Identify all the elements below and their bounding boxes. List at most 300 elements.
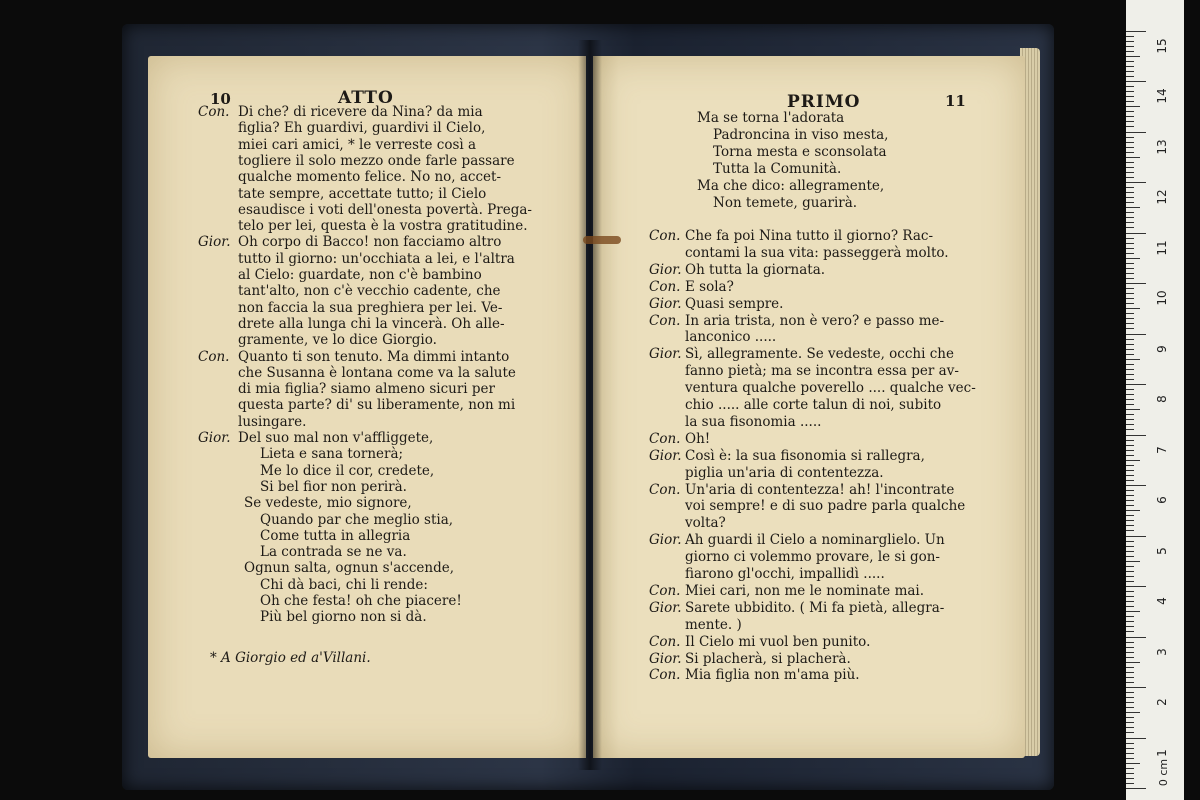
ruler-tick <box>1126 76 1134 77</box>
line-text: qualche momento felice. No no, accet- <box>238 169 502 186</box>
ruler-tick <box>1126 429 1134 430</box>
ruler-number: 12 <box>1155 189 1169 205</box>
ruler-tick <box>1126 485 1146 486</box>
ruler-number: 10 <box>1155 290 1169 306</box>
ruler-tick <box>1126 788 1146 789</box>
line-text: gramente, ve lo dice Giorgio. <box>238 332 437 349</box>
text-line <box>198 186 486 202</box>
text-line <box>198 316 505 332</box>
line-text: Più bel giorno non si dà. <box>260 609 427 626</box>
text-line <box>649 617 742 633</box>
ruler-tick <box>1126 399 1134 400</box>
text-line <box>649 313 944 329</box>
ruler-tick <box>1126 238 1134 239</box>
ruler-tick <box>1126 717 1134 718</box>
speaker-label: Con. <box>649 582 681 599</box>
ruler-tick <box>1126 647 1134 648</box>
line-text: che Susanna è lontana come va la salute <box>238 364 516 381</box>
line-text: Mia figlia non m'ama più. <box>685 667 860 684</box>
ruler-tick <box>1126 465 1134 466</box>
text-line <box>198 479 407 495</box>
ruler-tick <box>1126 389 1134 390</box>
ruler-number: 9 <box>1155 344 1169 353</box>
ruler-tick <box>1126 409 1140 410</box>
measuring-ruler <box>1126 0 1184 800</box>
ruler-tick <box>1126 576 1134 577</box>
ruler-tick <box>1126 233 1146 234</box>
ruler-tick <box>1126 243 1134 244</box>
ruler-tick <box>1126 222 1134 223</box>
line-text: Oh che festa! oh che piacere! <box>260 593 462 609</box>
line-text: figlia? Eh guardivi, guardivi il Cielo, <box>238 120 486 137</box>
text-line <box>198 609 427 625</box>
ruler-tick <box>1126 480 1134 481</box>
text-line <box>649 363 959 379</box>
ruler-tick <box>1126 278 1134 279</box>
ruler-unit-label: 0 cm <box>1157 758 1171 787</box>
ruler-tick <box>1126 450 1134 451</box>
line-text: Oh! <box>685 430 711 447</box>
text-line <box>198 169 501 185</box>
line-text: Si placherà, si placherà. <box>685 650 851 667</box>
ruler-tick <box>1126 202 1134 203</box>
ruler-tick <box>1126 606 1134 607</box>
text-line <box>649 532 945 548</box>
text-line <box>649 414 821 430</box>
line-text: Come tutta in allegria <box>260 527 411 544</box>
ruler-tick <box>1126 172 1134 173</box>
ruler-number: 11 <box>1155 239 1169 256</box>
text-line <box>198 593 462 609</box>
text-line <box>198 153 515 169</box>
text-line <box>198 544 407 560</box>
speaker-label: Con. <box>649 228 681 244</box>
ruler-tick <box>1126 263 1134 264</box>
ruler-tick <box>1126 116 1134 117</box>
text-line <box>198 120 485 136</box>
ruler-tick <box>1126 349 1134 350</box>
ruler-tick <box>1126 596 1134 597</box>
ruler-tick <box>1126 323 1134 324</box>
verse-line: Ma se torna l'adorata <box>697 110 845 126</box>
ruler-tick <box>1126 505 1134 506</box>
line-text: drete alla lunga chi la vincerà. Oh alle- <box>238 315 505 332</box>
text-line <box>649 329 776 345</box>
text-line <box>649 515 726 531</box>
text-line <box>649 651 851 667</box>
line-text: questa parte? di' su liberamente, non mi <box>238 397 516 414</box>
ruler-tick <box>1126 732 1134 733</box>
text-line <box>649 279 734 295</box>
ruler-tick <box>1126 490 1134 491</box>
ruler-tick <box>1126 51 1134 52</box>
speaker-label: Con. <box>649 481 681 498</box>
line-text: Un'aria di contentezza! ah! l'incontrate <box>685 481 955 498</box>
text-line <box>649 296 783 312</box>
text-line <box>198 234 501 250</box>
line-text: Quasi sempre. <box>685 295 784 312</box>
text-line <box>198 495 412 511</box>
line-text: tate sempre, accettate tutto; il Cielo <box>238 185 487 202</box>
ruler-tick <box>1126 722 1134 723</box>
ruler-tick <box>1126 445 1134 446</box>
ruler-tick <box>1126 217 1134 218</box>
ruler-tick <box>1126 556 1134 557</box>
ruler-tick <box>1126 303 1134 304</box>
line-text: di mia figlia? siamo almeno sicuri per <box>238 381 496 398</box>
line-text: Sarete ubbidito. ( Mi fa pietà, allegra- <box>685 599 945 616</box>
line-text: fiarono gl'occhi, impallidì ..... <box>685 566 885 582</box>
ruler-tick <box>1126 520 1134 521</box>
verse-line: Padroncina in viso mesta, <box>713 127 889 143</box>
text-line <box>198 137 476 153</box>
ruler-tick <box>1126 626 1134 627</box>
speaker-label: Gior. <box>649 346 682 363</box>
ruler-tick <box>1126 783 1134 784</box>
line-text: In aria trista, non è vero? e passo me- <box>685 312 945 329</box>
ruler-tick <box>1126 601 1134 602</box>
ruler-tick <box>1126 101 1134 102</box>
line-text: esaudisce i voti dell'onesta povertà. Prega- <box>238 201 532 218</box>
ruler-tick <box>1126 71 1134 72</box>
ruler-tick <box>1126 288 1134 289</box>
text-line <box>649 262 825 278</box>
ruler-tick <box>1126 697 1134 698</box>
ruler-tick <box>1126 495 1134 496</box>
line-text: E sola? <box>685 278 734 295</box>
ruler-tick <box>1126 147 1134 148</box>
ruler-tick <box>1126 293 1134 294</box>
ruler-tick <box>1126 419 1134 420</box>
line-text: Lieta e sana tornerà; <box>260 446 404 463</box>
ruler-tick <box>1126 455 1134 456</box>
text-line <box>198 267 482 283</box>
line-text: Se vedeste, mio signore, <box>244 495 412 512</box>
line-text: togliere il solo mezzo onde farle passare <box>238 152 515 169</box>
line-text: Oh tutta la giornata. <box>685 261 826 278</box>
ruler-tick <box>1126 106 1140 107</box>
line-text: al Cielo: guardate, non c'è bambino <box>238 267 482 283</box>
ruler-number: 7 <box>1155 445 1169 454</box>
line-text: piglia un'aria di contentezza. <box>685 464 884 481</box>
speaker-label: Gior. <box>649 295 682 312</box>
text-line <box>649 465 884 481</box>
line-text: La contrada se ne va. <box>260 544 407 561</box>
ruler-tick <box>1126 738 1146 739</box>
ruler-number: 5 <box>1155 546 1169 555</box>
ruler-tick <box>1126 187 1134 188</box>
text-line <box>198 528 410 544</box>
speaker-label: Gior. <box>649 650 682 667</box>
ruler-tick <box>1126 177 1134 178</box>
footnote: * A Giorgio ed a'Villani. <box>210 650 371 666</box>
page-stain <box>583 236 621 244</box>
ruler-tick <box>1126 541 1134 542</box>
ruler-tick <box>1126 551 1134 552</box>
line-text: contami la sua vita: passeggerà molto. <box>685 244 949 261</box>
ruler-tick <box>1126 354 1134 355</box>
ruler-tick <box>1126 662 1140 663</box>
ruler-tick <box>1126 546 1134 547</box>
line-text: Del suo mal non v'affliggete, <box>238 430 434 446</box>
ruler-tick <box>1126 126 1134 127</box>
ruler-tick <box>1126 207 1140 208</box>
text-line <box>649 431 710 447</box>
verse-line: Ma che dico: allegramente, <box>697 178 885 194</box>
ruler-tick <box>1126 137 1134 138</box>
line-text: Chi dà baci, chi li rende: <box>260 576 428 593</box>
page-header-left: ATTO <box>338 88 394 108</box>
ruler-tick <box>1126 475 1134 476</box>
ruler-tick <box>1126 536 1146 537</box>
ruler-tick <box>1126 561 1140 562</box>
ruler-number: 4 <box>1155 597 1169 605</box>
line-text: Oh corpo di Bacco! non facciamo altro <box>238 234 502 251</box>
ruler-tick <box>1126 374 1134 375</box>
right-page <box>593 56 1025 758</box>
ruler-number: 15 <box>1155 37 1169 54</box>
line-text: lusingare. <box>238 413 307 430</box>
speaker-label: Gior. <box>198 430 231 446</box>
speaker-label: Con. <box>649 667 681 684</box>
text-line <box>198 414 306 430</box>
ruler-tick <box>1126 86 1134 87</box>
ruler-tick <box>1126 616 1134 617</box>
ruler-tick <box>1126 111 1134 112</box>
text-line <box>649 549 940 565</box>
text-line <box>649 583 924 599</box>
ruler-tick <box>1126 41 1134 42</box>
text-line <box>198 283 501 299</box>
ruler-tick <box>1126 212 1134 213</box>
text-line <box>649 346 954 362</box>
ruler-tick <box>1126 369 1134 370</box>
page-number-right: 11 <box>945 92 966 110</box>
verse-line: Non temete, guarirà. <box>713 195 858 211</box>
ruler-tick <box>1126 157 1140 158</box>
text-line <box>198 104 483 120</box>
ruler-tick <box>1126 162 1134 163</box>
ruler-number: 6 <box>1155 496 1169 504</box>
ruler-tick <box>1126 657 1134 658</box>
page-number-left: 10 <box>210 90 231 108</box>
ruler-tick <box>1126 727 1134 728</box>
ruler-tick <box>1126 132 1146 133</box>
ruler-tick <box>1126 712 1140 713</box>
text-line <box>649 228 933 244</box>
ruler-tick <box>1126 404 1134 405</box>
ruler-tick <box>1126 298 1134 299</box>
ruler-tick <box>1126 318 1134 319</box>
text-line <box>649 397 941 413</box>
line-text: Il Cielo mi vuol ben punito. <box>685 633 871 650</box>
ruler-tick <box>1126 121 1134 122</box>
ruler-tick <box>1126 682 1134 683</box>
text-line <box>198 512 453 528</box>
speaker-label: Gior. <box>198 234 231 251</box>
line-text: voi sempre! e di suo padre parla qualche <box>685 498 966 515</box>
ruler-number: 2 <box>1155 698 1169 706</box>
ruler-tick <box>1126 525 1134 526</box>
text-line <box>649 245 949 261</box>
ruler-tick <box>1126 677 1134 678</box>
ruler-tick <box>1126 197 1134 198</box>
ruler-tick <box>1126 56 1140 57</box>
speaker-label: Con. <box>198 348 230 365</box>
line-text: volta? <box>685 515 726 532</box>
text-line <box>198 202 532 218</box>
line-text: Me lo dice il cor, credete, <box>260 462 435 479</box>
ruler-tick <box>1126 424 1134 425</box>
ruler-tick <box>1126 692 1134 693</box>
ruler-tick <box>1126 566 1134 567</box>
ruler-number: 1 <box>1155 748 1169 757</box>
ruler-tick <box>1126 687 1146 688</box>
ruler-tick <box>1126 379 1134 380</box>
text-line <box>198 365 516 381</box>
ruler-tick <box>1126 667 1134 668</box>
ruler-tick <box>1126 258 1140 259</box>
verse-line: Torna mesta e sconsolata <box>713 144 887 160</box>
ruler-tick <box>1126 394 1134 395</box>
line-text: Quanto ti son tenuto. Ma dimmi intanto <box>238 348 510 365</box>
speaker-label: Con. <box>649 633 681 650</box>
ruler-number: 3 <box>1155 647 1169 656</box>
ruler-tick <box>1126 36 1134 37</box>
ruler-tick <box>1126 642 1134 643</box>
ruler-tick <box>1126 672 1134 673</box>
text-line <box>198 381 495 397</box>
book-spine <box>578 40 602 770</box>
left-page <box>148 56 586 758</box>
text-line <box>198 218 528 234</box>
text-line <box>198 463 434 479</box>
ruler-tick <box>1126 571 1134 572</box>
text-line <box>649 667 860 683</box>
ruler-tick <box>1126 753 1134 754</box>
text-line <box>198 349 509 365</box>
ruler-tick <box>1126 460 1140 461</box>
line-text: Così è: la sua fisonomia si rallegra, <box>685 447 925 464</box>
ruler-tick <box>1126 652 1134 653</box>
ruler-tick <box>1126 268 1134 269</box>
ruler-tick <box>1126 364 1134 365</box>
speaker-label: Gior. <box>649 532 682 549</box>
ruler-tick <box>1126 581 1134 582</box>
ruler-tick <box>1126 308 1140 309</box>
ruler-tick <box>1126 61 1134 62</box>
text-line <box>198 560 454 576</box>
ruler-tick <box>1126 707 1134 708</box>
ruler-tick <box>1126 611 1140 612</box>
ruler-tick <box>1126 384 1146 385</box>
page-header-right: PRIMO <box>787 92 861 112</box>
line-text: ventura qualche poverello .... qualche vec- <box>685 380 976 397</box>
ruler-number: 8 <box>1155 395 1169 403</box>
text-line <box>198 300 502 316</box>
ruler-tick <box>1126 758 1134 759</box>
ruler-tick <box>1126 435 1146 436</box>
line-text: Quando par che meglio stia, <box>260 511 454 528</box>
ruler-tick <box>1126 763 1140 764</box>
text-line <box>198 446 403 462</box>
ruler-tick <box>1126 748 1134 749</box>
ruler-tick <box>1126 152 1134 153</box>
line-text: Che fa poi Nina tutto il giorno? Rac- <box>685 228 934 244</box>
line-text: Sì, allegramente. Se vedeste, occhi che <box>685 346 954 363</box>
line-text: fanno pietà; ma se incontra essa per av- <box>685 363 959 380</box>
line-text: tutto il giorno: un'occhiata a lei, e l'altra <box>238 250 515 267</box>
ruler-tick <box>1126 470 1134 471</box>
line-text: Ah guardi il Cielo a nominarglielo. Un <box>685 532 945 549</box>
line-text: giorno ci volemmo provare, le si gon- <box>685 549 940 566</box>
line-text: chio ..... alle corte talun di noi, subito <box>685 397 942 413</box>
text-line <box>649 600 944 616</box>
text-line <box>198 430 433 446</box>
ruler-number: 13 <box>1155 138 1169 155</box>
ruler-tick <box>1126 591 1134 592</box>
text-line <box>198 577 428 593</box>
ruler-tick <box>1126 773 1134 774</box>
ruler-tick <box>1126 778 1134 779</box>
text-line <box>649 448 925 464</box>
speaker-label: Con. <box>198 104 230 120</box>
line-text: Ognun salta, ognun s'accende, <box>244 560 454 577</box>
ruler-tick <box>1126 440 1134 441</box>
line-text: la sua fisonomia ..... <box>685 413 822 430</box>
speaker-label: Gior. <box>649 261 682 278</box>
ruler-tick <box>1126 31 1146 32</box>
line-text: telo per lei, questa è la vostra gratitudine. <box>238 218 528 235</box>
line-text: Di che? di ricevere da Nina? da mia <box>238 104 483 120</box>
ruler-tick <box>1126 510 1140 511</box>
verse-line: Tutta la Comunità. <box>713 161 842 177</box>
text-line <box>649 498 965 514</box>
ruler-tick <box>1126 768 1134 769</box>
line-text: miei cari amici, * le verreste così a <box>238 136 477 153</box>
ruler-tick <box>1126 142 1134 143</box>
ruler-tick <box>1126 66 1134 67</box>
ruler-tick <box>1126 344 1134 345</box>
text-line <box>198 332 437 348</box>
line-text: lanconico ..... <box>685 329 777 346</box>
ruler-tick <box>1126 273 1134 274</box>
line-text: mente. ) <box>685 616 742 633</box>
ruler-tick <box>1126 500 1134 501</box>
ruler-tick <box>1126 328 1134 329</box>
ruler-tick <box>1126 96 1134 97</box>
ruler-tick <box>1126 359 1140 360</box>
ruler-tick <box>1126 530 1134 531</box>
ruler-tick <box>1126 91 1134 92</box>
ruler-tick <box>1126 81 1146 82</box>
ruler-tick <box>1126 637 1146 638</box>
ruler-tick <box>1126 283 1146 284</box>
text-line <box>649 566 885 582</box>
ruler-tick <box>1126 702 1134 703</box>
ruler-tick <box>1126 227 1134 228</box>
ruler-tick <box>1126 621 1134 622</box>
ruler-tick <box>1126 515 1134 516</box>
ruler-tick <box>1126 586 1146 587</box>
ruler-number: 14 <box>1155 88 1169 104</box>
ruler-tick <box>1126 167 1134 168</box>
speaker-label: Gior. <box>649 447 682 464</box>
text-line <box>198 397 515 413</box>
text-line <box>198 251 515 267</box>
ruler-tick <box>1126 192 1134 193</box>
ruler-tick <box>1126 743 1134 744</box>
